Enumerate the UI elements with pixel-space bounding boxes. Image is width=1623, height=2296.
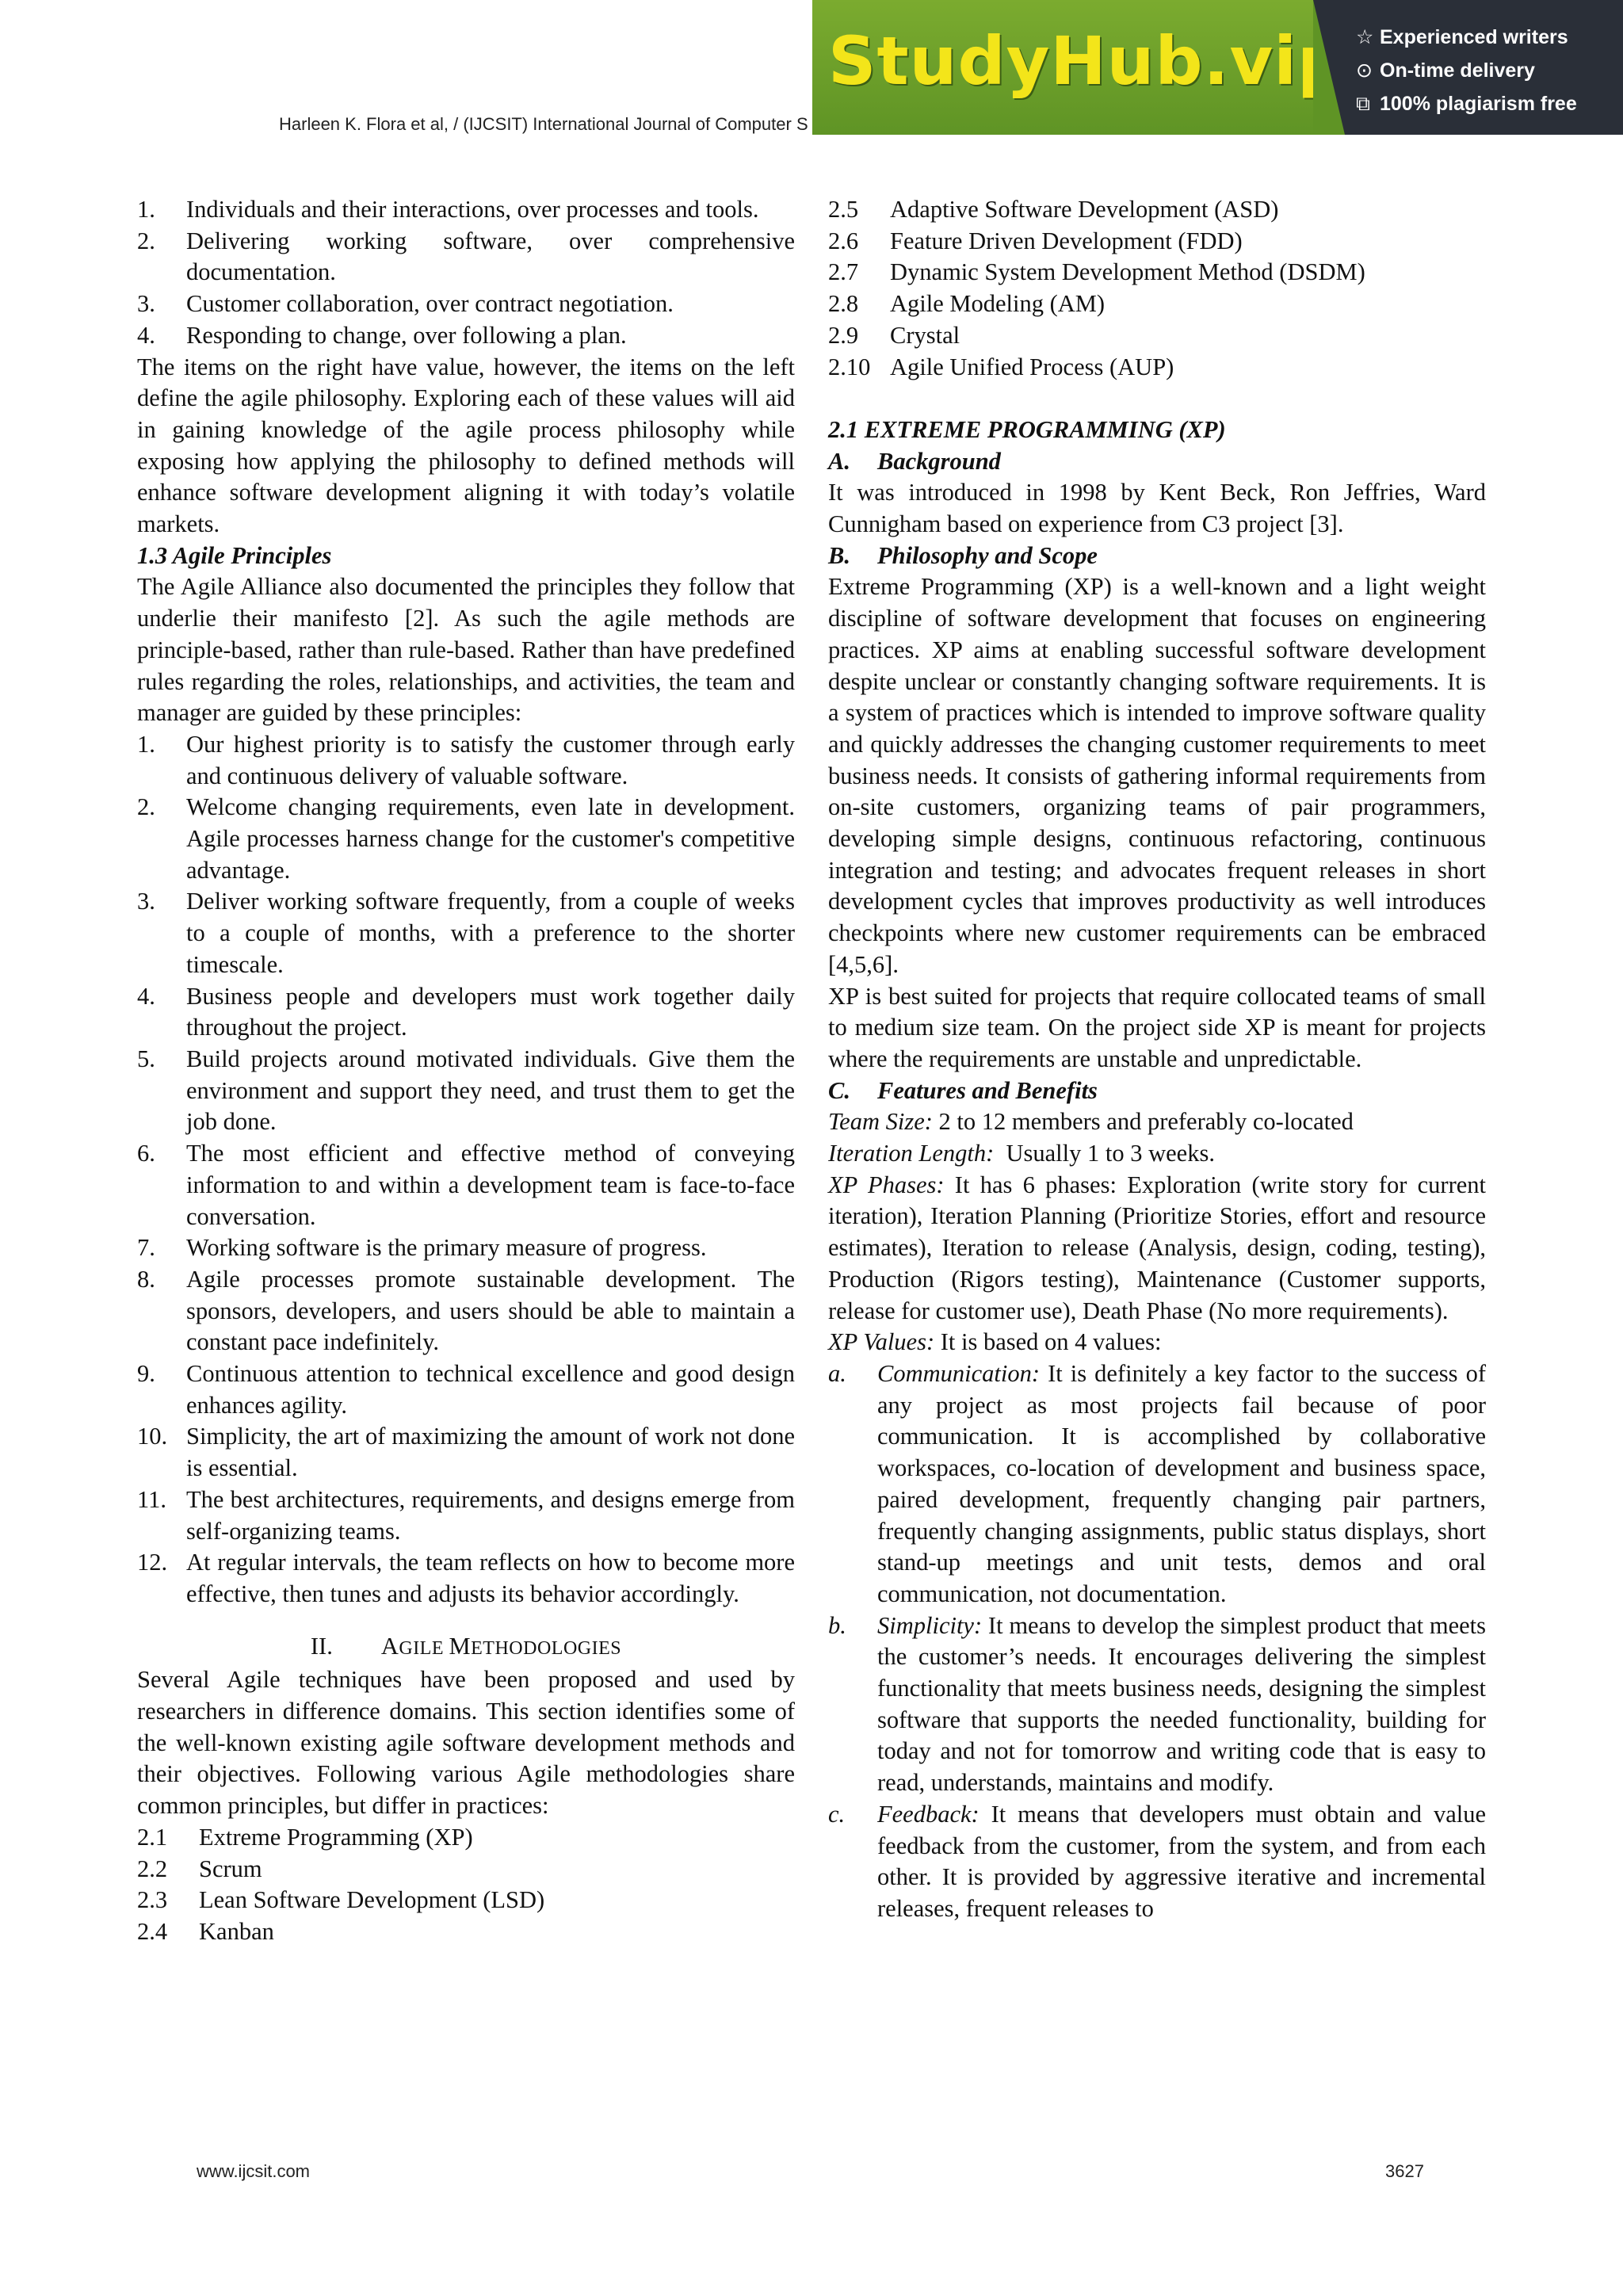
manifesto-item: 2. Delivering working software, over comprehensive documentation. (137, 227, 795, 286)
xp-phases: XP Phases: It has 6 phases: Exploration (write story for current iteration), Iteration Planning (Prioritize Stories, effort and resource estimates), Iteration to release (Analysis, design, coding, testing), Production (Rigors testing), Maintenance (Customer supports, release for customer use), Death Phase (No more requirements). (828, 1171, 1486, 1324)
footer-url[interactable]: www.ijcsit.com (197, 2161, 311, 2181)
features-heading: C. Features and Benefits (828, 1076, 1098, 1104)
method-item: 2.9 Crystal (828, 321, 960, 349)
principle-item: 8. Agile processes promote sustainable development. The sponsors, developers, and users should be able to maintain a constant pace indefinitely. (137, 1265, 795, 1356)
principle-item: 9. Continuous attention to technical excellence and good design enhances agility. (137, 1360, 795, 1419)
value-item: b. Simplicity: It means to develop the simplest product that meets the customer’s needs. It encourages delivering the simplest functionality that meets business needs, designing the simplest software that supports the needed functionality, building for today and not for tomorrow and writing code that is easy to read, understands, maintains and modify. (828, 1611, 1486, 1797)
team-size: Team Size: 2 to 12 members and preferably co-located (828, 1108, 1354, 1136)
philosophy-heading: B. Philosophy and Scope (828, 541, 1098, 569)
value-item: c. Feedback: It means that developers must obtain and value feedback from the customer, from the system, and from each other. It is provided by aggressive iterative and incremental releases, frequent releases to (828, 1800, 1486, 1922)
principle-item: 12. At regular intervals, the team reflects on how to become more effective, then tunes and adjusts its behavior accordingly. (137, 1549, 795, 1607)
banner-features (1356, 21, 1577, 120)
xp-heading: 2.1 EXTREME PROGRAMMING (XP) (828, 415, 1226, 443)
principle-item: 1. Our highest priority is to satisfy the customer through early and continuous delivery of valuable software. (137, 730, 795, 789)
studyhub-banner[interactable] (812, 0, 1623, 135)
background-paragraph: It was introduced in 1998 by Kent Beck, Ron Jeffries, Ward Cunnigham based on experience from C3 project [3]. (828, 479, 1486, 538)
page-number: 3627 (1385, 2161, 1424, 2181)
principle-item: 5. Build projects around motivated individuals. Give them the environment and support they need, and trust them to get the job done. (137, 1045, 795, 1136)
method-item: 2.1 Extreme Programming (XP) (137, 1823, 473, 1851)
running-head: Harleen K. Flora et al, / (IJCSIT) International Journal of Computer S (279, 114, 808, 134)
value-item: a. Communication: It is definitely a key factor to the success of any project as most projects fail because of poor communication. It is accomplished by collaborative workspaces, co-location of development and business space, paired development, frequently changing pair partners, frequently changing assignments, public status displays, short stand-up meetings and unit tests, demos and oral communication, not documentation. (828, 1360, 1486, 1607)
method-item: 2.8 Agile Modeling (AM) (828, 290, 1106, 318)
banner-logo[interactable] (812, 0, 1346, 135)
method-item: 2.5 Adaptive Software Development (ASD) (828, 196, 1279, 223)
principle-item: 3. Deliver working software frequently, from a couple of weeks to a couple of months, with a preference to the shorter timescale. (137, 888, 795, 978)
star-icon: ☆ (1356, 26, 1374, 48)
banner-item-label: 100% plagiarism free (1380, 93, 1577, 115)
spacer (828, 383, 1486, 415)
copy-icon: ⧉ (1356, 93, 1370, 115)
method-item: 2.3 Lean Software Development (LSD) (137, 1886, 545, 1914)
principle-item: 7. Working software is the primary measure of progress. (137, 1234, 707, 1262)
manifesto-item: 4. Responding to change, over following a plan. (137, 321, 627, 349)
method-item: 2.7 Dynamic System Development Method (DSDM) (828, 258, 1365, 286)
background-heading: A. Background (828, 447, 1001, 475)
iteration-length: Iteration Length: Usually 1 to 3 weeks. (828, 1140, 1215, 1167)
method-item: 2.4 Kanban (137, 1917, 274, 1945)
xp-values: XP Values: It is based on 4 values: (828, 1328, 1162, 1356)
banner-item-label: Experienced writers (1380, 26, 1568, 48)
manifesto-item: 3. Customer collaboration, over contract negotiation. (137, 290, 674, 318)
method-item: 2.10 Agile Unified Process (AUP) (828, 353, 1174, 380)
principle-item: 4. Business people and developers must work together daily throughout the project. (137, 982, 795, 1041)
principle-item: 6. The most efficient and effective method of conveying information to and within a development team is face-to-face conversation. (137, 1140, 795, 1230)
principle-item: 10. Simplicity, the art of maximizing the amount of work not done is essential. (137, 1423, 795, 1482)
banner-item (1356, 54, 1577, 87)
philosophy-paragraph: Extreme Programming (XP) is a well-known and a light weight discipline of software development that focuses on engineering practices. XP aims at enabling successful software development despite unclear or constantly changing software requirements. It is a system of practices which is intended to improve software quality and quickly addresses the changing customer requirements to meet business needs. It consists of gathering informal requirements from on-site customers, organizing teams of pair programmers, developing simple designs, continuous refactoring, continuous integration and testing; and advocates frequent releases in short development cycles that improves productivity as well introduces checkpoints where new customer requirements can be embraced [4,5,6]. (828, 573, 1486, 978)
manifesto-paragraph: The items on the right have value, however, the items on the left define the agile philosophy. Exploring each of these values will aid in gaining knowledge of the agile process philosophy while exposing how applying the philosophy to defined methods will enhance software development aligning it with today’s volatile markets. (137, 353, 795, 538)
method-item: 2.6 Feature Driven Development (FDD) (828, 227, 1243, 254)
left-column (137, 194, 795, 1948)
banner-item-label: On-time delivery (1380, 59, 1535, 82)
section-heading: II. AGILE METHODOLOGIES (310, 1632, 622, 1660)
principle-item: 11. The best architectures, requirements, and designs emerge from self-organizing teams. (137, 1485, 795, 1545)
principle-item: 2. Welcome changing requirements, even late in development. Agile processes harness change for the customer's competitive advantage. (137, 793, 795, 884)
right-column (828, 194, 1486, 1925)
clock-icon: ⊙ (1356, 59, 1373, 82)
banner-item (1356, 87, 1577, 120)
logo-text: StudyHub.vip (828, 22, 1346, 100)
method-item: 2.2 Scrum (137, 1855, 262, 1882)
banner-divider (1313, 0, 1345, 135)
banner-item (1356, 21, 1577, 54)
methods-paragraph: Several Agile techniques have been proposed and used by researchers in difference domains. This section identifies some of the well-known existing agile software development methods and their objectives. Following various Agile methodologies share common principles, but differ in practices: (137, 1666, 795, 1820)
philosophy-paragraph: XP is best suited for projects that require collocated teams of small to medium size team. On the project side XP is meant for projects where the requirements are unstable and unpredictable. (828, 982, 1486, 1072)
principles-intro: The Agile Alliance also documented the principles they follow that underlie their manifesto [2]. As such the agile methods are principle-based, rather than rule-based. Rather than have predefined rules regarding the roles, relationships, and activities, the team and manager are guided by these principles: (137, 573, 795, 727)
manifesto-item: 1. Individuals and their interactions, over processes and tools. (137, 196, 759, 223)
principles-heading: 1.3 Agile Principles (137, 541, 332, 569)
